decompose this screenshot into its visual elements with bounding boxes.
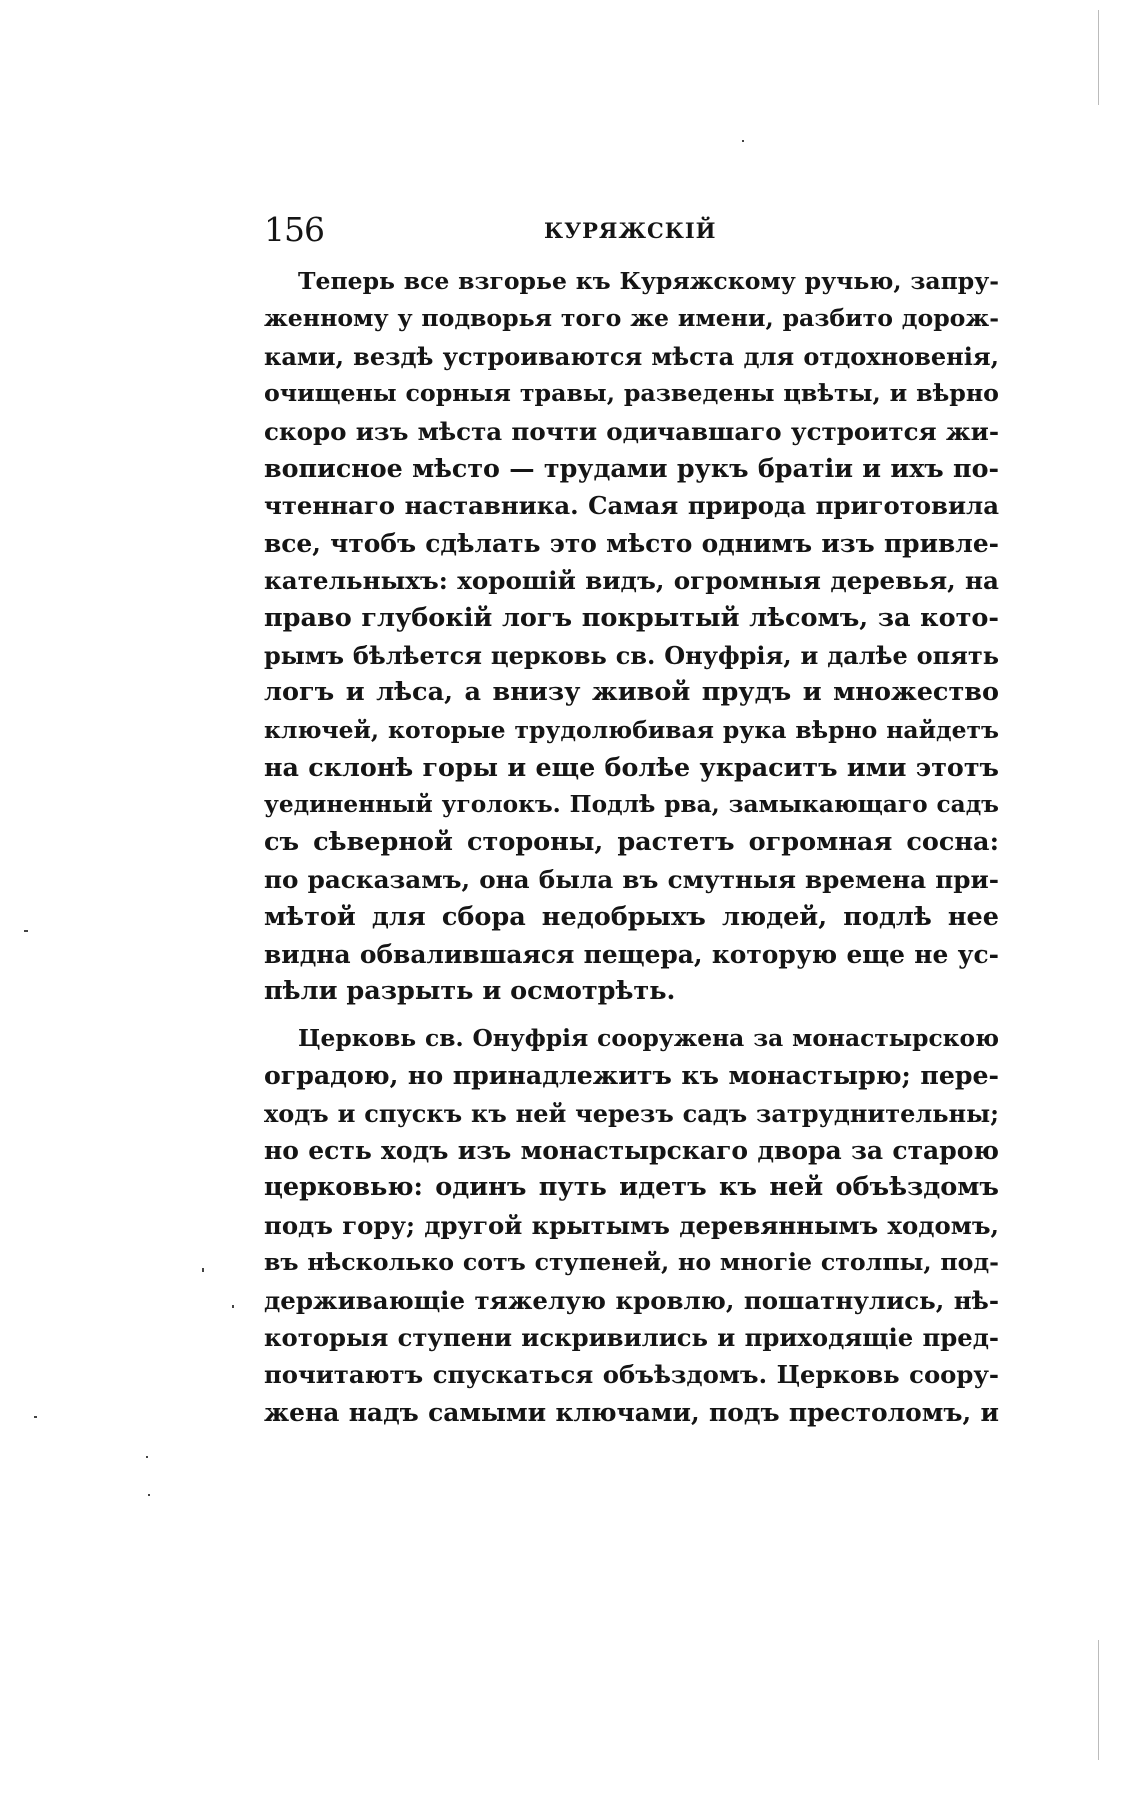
text-line: очищены сорныя травы, разведены цвѣты, и вѣрно xyxy=(264,379,999,408)
scan-speck xyxy=(34,1416,37,1418)
text-line: съ сѣверной стороны, растетъ огромная сосна: xyxy=(264,826,999,857)
text-line: право глубокій логъ покрытый лѣсомъ, за кото- xyxy=(264,602,999,633)
body-text xyxy=(264,263,999,1431)
text-line: ключей, которые трудолюбивая рука вѣрно найдетъ xyxy=(264,715,999,744)
text-line: видна обвалившаяся пещера, которую еще не ус- xyxy=(264,940,999,970)
text-line: ходъ и спускъ къ ней черезъ садъ затруднительны; xyxy=(264,1098,999,1128)
text-line: логъ и лѣса, а внизу живой прудъ и множество xyxy=(264,677,999,708)
text-line: но есть ходъ изъ монастырскаго двора за старою xyxy=(264,1135,999,1165)
page-number: 156 xyxy=(264,210,324,249)
text-line: на склонѣ горы и еще болѣе украситъ ими этотъ xyxy=(264,752,999,783)
text-line: въ нѣсколько сотъ ступеней, но многіе столпы, под- xyxy=(264,1248,999,1277)
scan-speck xyxy=(24,930,28,932)
scan-speck xyxy=(202,1268,204,1272)
text-line: вописное мѣсто — трудами рукъ братіи и ихъ по- xyxy=(264,452,999,483)
text-line: церковью: одинъ путь идетъ къ ней объѣздомъ xyxy=(264,1172,999,1203)
page-header xyxy=(264,210,999,254)
text-line: все, чтобъ сдѣлать это мѣсто однимъ изъ привле- xyxy=(264,528,999,558)
text-line: Теперь все взгорье къ Куряжскому ручью, запру- xyxy=(298,267,999,295)
running-title: КУРЯЖСКІЙ xyxy=(544,218,717,243)
scan-speck xyxy=(742,140,744,142)
text-line: женному у подворья того же имени, разбито дорож- xyxy=(264,304,999,333)
text-line: мѣтой для сбора недобрыхъ людей, подлѣ нее xyxy=(264,901,999,932)
text-line: ками, вездѣ устроиваются мѣста для отдохновенія, xyxy=(264,341,999,371)
paragraph-1 xyxy=(264,263,999,1011)
text-line: жена надъ самыми ключами, подъ престоломъ, и xyxy=(264,1397,999,1427)
text-line: держивающіе тяжелую кровлю, пошатнулись, нѣ- xyxy=(264,1285,999,1315)
scan-edge-mark xyxy=(1098,10,1099,105)
scan-speck xyxy=(232,1305,234,1308)
text-line: почитаютъ спускаться объѣздомъ. Церковь соору- xyxy=(264,1360,999,1390)
text-line: рымъ бѣлѣется церковь св. Онуфрія, и далѣе опять xyxy=(264,640,999,670)
text-line: кательныхъ: хорошій видъ, огромныя деревья, на xyxy=(264,566,999,596)
text-line: по расказамъ, она была въ смутныя времена при- xyxy=(264,865,999,895)
text-line: оградою, но принадлежитъ къ монастырю; пере- xyxy=(264,1060,999,1091)
scan-edge-mark xyxy=(1098,1640,1099,1760)
text-line: пѣли разрыть и осмотрѣть. xyxy=(264,976,676,1007)
text-line: скоро изъ мѣста почти одичавшаго устроится жи- xyxy=(264,416,999,446)
paragraph-gap xyxy=(264,1011,999,1020)
paragraph-2 xyxy=(264,1020,999,1431)
text-line: которыя ступени искривились и приходящіе пред- xyxy=(264,1322,999,1352)
scan-speck xyxy=(148,1494,150,1496)
text-line: чтеннаго наставника. Самая природа приготовила xyxy=(264,491,999,521)
scan-speck xyxy=(146,1456,148,1458)
text-line: Церковь св. Онуфрія сооружена за монастырскою xyxy=(298,1023,999,1052)
text-line: подъ гору; другой крытымъ деревяннымъ ходомъ, xyxy=(264,1210,999,1240)
text-line: уединенный уголокъ. Подлѣ рва, замыкающаго садъ xyxy=(264,791,999,819)
